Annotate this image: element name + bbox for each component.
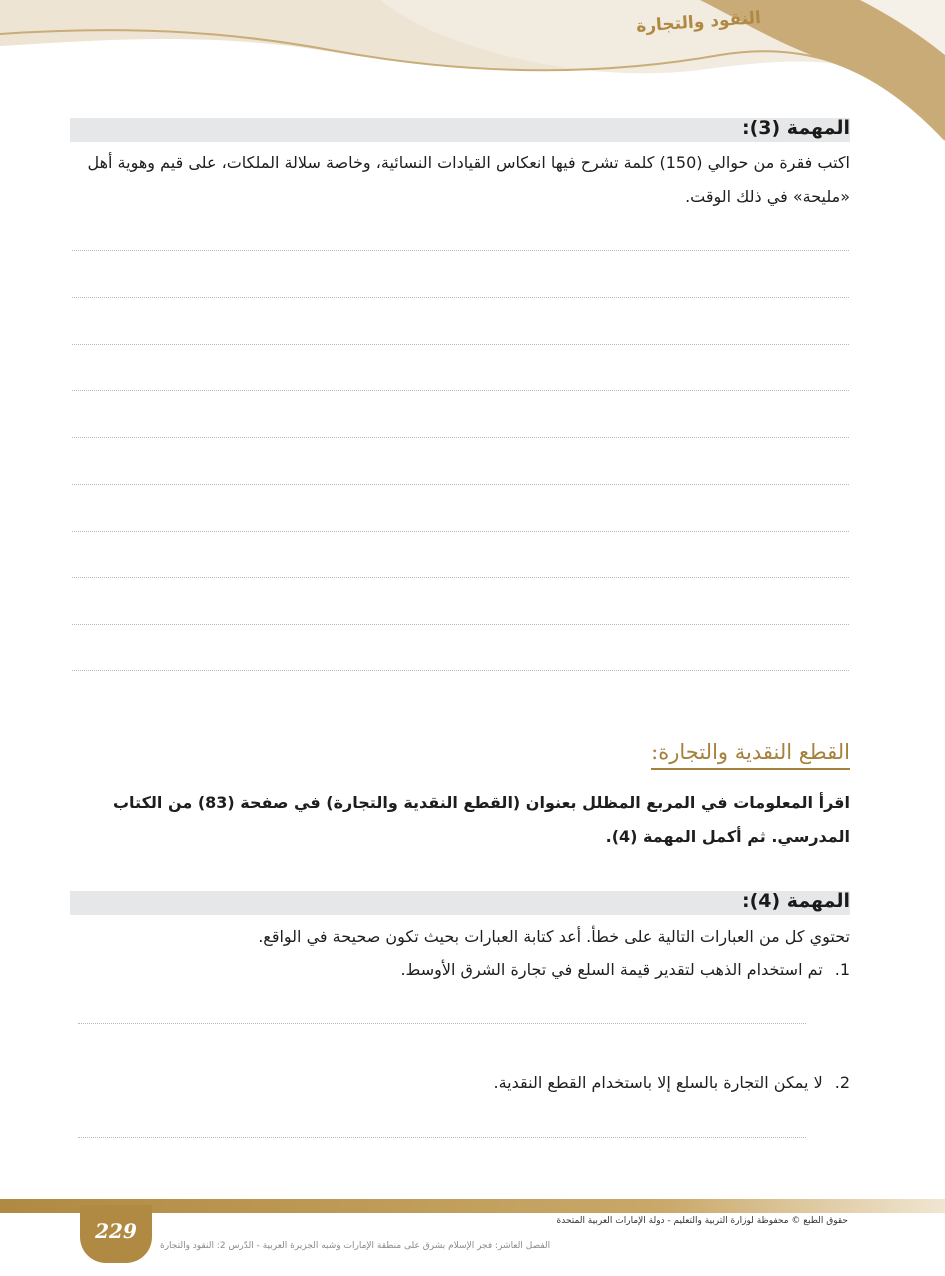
- section-title: القطع النقدية والتجارة:: [651, 740, 850, 770]
- task4-heading: المهمة (4):: [741, 890, 850, 912]
- task4-item-2-answer-line[interactable]: [78, 1137, 806, 1138]
- footer-copyright: حقوق الطبع © محفوظة لوزارة التربية والتعليم - دولة الإمارات العربية المتحدة: [556, 1216, 848, 1226]
- task4-item-2: [494, 1073, 851, 1092]
- footer-source: الفصل العاشر: فجر الإسلام بشرق على منطقة الإمارات وشبه الجزيرة العربية - الدّرس 2: النقود والتجارة: [160, 1241, 551, 1251]
- chapter-title: النقود والتجارة: [635, 8, 762, 37]
- task3-heading: المهمة (3):: [741, 117, 850, 139]
- item-text: لا يمكن التجارة بالسلع إلا باستخدام القطع النقدية.: [493, 1073, 823, 1092]
- item-number: 2.: [834, 1073, 850, 1092]
- page-number: 229: [95, 1219, 137, 1243]
- page-number-badge: [80, 1205, 152, 1263]
- task3-answer-line[interactable]: [72, 624, 849, 625]
- task4-item-1: [400, 960, 850, 979]
- task3-answer-line[interactable]: [72, 344, 849, 345]
- task3-answer-line[interactable]: [72, 577, 849, 578]
- item-text: تم استخدام الذهب لتقدير قيمة السلع في تجارة الشرق الأوسط.: [400, 960, 823, 979]
- section-instruction: اقرأ المعلومات في المربع المظلل بعنوان (القطع النقدية والتجارة) في صفحة (83) من الكتاب المدرسي. ثم أكمل المهمة (4).: [112, 793, 850, 846]
- task4-intro: تحتوي كل من العبارات التالية على خطأ. أعد كتابة العبارات بحيث تكون صحيحة في الواقع.: [258, 927, 850, 946]
- task3-answer-line[interactable]: [72, 531, 849, 532]
- task3-answer-line[interactable]: [72, 484, 849, 485]
- task3-answer-line[interactable]: [72, 297, 849, 298]
- task3-answer-line[interactable]: [72, 670, 849, 671]
- task3-heading-bar: [70, 118, 850, 142]
- item-number: 1.: [834, 960, 850, 979]
- task3-answer-line[interactable]: [72, 437, 849, 438]
- task4-heading-bar: [70, 891, 850, 915]
- task3-answer-line[interactable]: [72, 390, 849, 391]
- task3-instruction: اكتب فقرة من حوالي (150) كلمة تشرح فيها انعكاس القيادات النسائية، وخاصة سلالة الملكات، على قيم وهوية أهل «مليحة» في ذلك الوقت.: [87, 153, 850, 206]
- task3-answer-line[interactable]: [72, 250, 849, 251]
- task4-item-1-answer-line[interactable]: [78, 1023, 806, 1024]
